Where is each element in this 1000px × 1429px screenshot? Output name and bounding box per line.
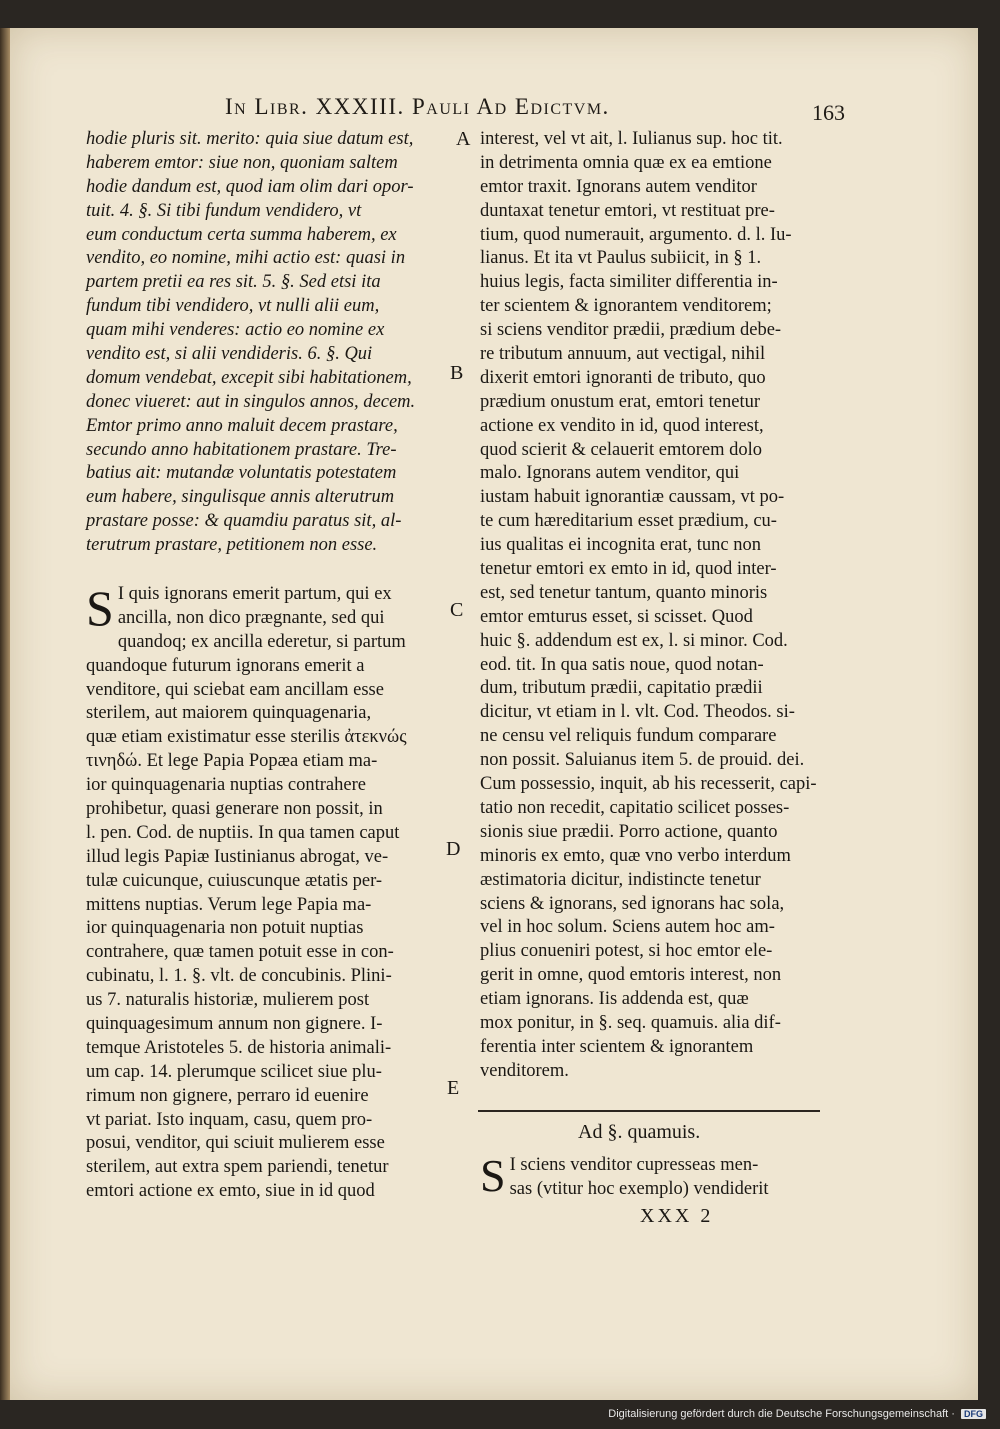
text-line: ter scientem & ignorantem venditorem; [480,296,772,317]
text-line: dicitur, vt etiam in l. vlt. Cod. Theodos. si- [480,702,795,723]
text-line: hodie pluris sit. merito: quia siue datum est, [86,129,414,149]
text-line: hodie dandum est, quod iam olim dari opor- [86,176,414,197]
text-line: tenetur emtori ex emto in id, quod inter- [480,559,777,580]
text-line: quinquagesimum annum non gignere. I- [86,1014,383,1035]
text-line: contrahere, quæ tamen potuit esse in con- [86,942,394,963]
text-line: mox ponitur, in §. seq. quamuis. alia dif- [480,1012,781,1033]
text-line: sterilem, aut maiorem quinquagenaria, [86,703,372,724]
text-line: τινηδώ. Et lege Papia Popæa etiam ma- [86,751,378,772]
text-line: eum habere, singulisque annis alterutrum [86,487,395,508]
text-line: eum conductum certa summa haberem, ex [86,224,397,245]
text-line: emtori actione ex emto, siue in id quod [86,1181,375,1202]
text-line: haberem emtor: siue non, quoniam saltem [86,152,398,173]
text-line: malo. Ignorans autem venditor, qui [480,463,740,484]
text-line: um cap. 14. plerumque scilicet siue plu- [86,1061,382,1082]
text-line: terutrum prastare, petitionem non esse. [86,535,378,556]
text-line: sterilem, aut extra spem pariendi, tenetur [86,1157,389,1178]
text-line: cubinatu, l. 1. §. vlt. de concubinis. Plini- [86,966,392,987]
section-body [480,1150,832,1201]
text-line: ne censu vel reliquis fundum comparare [480,726,777,747]
text-line: tuit. 4. §. Si tibi fundum vendidero, vt [86,200,362,221]
right-column [480,128,832,1084]
text-line: fundum tibi vendidero, vt nulli alii eum, [86,296,380,317]
text-line: donec viueret: aut in singulos annos, decem. [86,391,416,412]
text-line: emtor traxit. Ignorans autem venditor [480,176,757,197]
page-number: 163 [812,100,845,125]
text-line: tulæ cuicunque, cuiuscunque ætatis per- [86,870,383,891]
text-line: duntaxat tenetur emtori, vt restituat pre- [480,200,775,221]
section-line: sas (vtitur hoc exemplo) vendiderit [509,1178,769,1199]
text-line: vendito, eo nomine, mihi actio est: quasi in [86,248,406,269]
text-line: actione ex vendito in id, quod interest, [480,415,764,436]
text-line: dum, tributum prædii, capitatio prædii [480,678,763,699]
text-line: batius ait: mutandæ voluntatis potestatem [86,463,397,484]
text-line: vel in hoc solum. Sciens autem hoc am- [480,917,775,938]
text-line: iustam habuit ignorantiæ caussam, vt po- [480,487,785,508]
text-line: quam mihi venderes: actio eo nomine ex [86,320,385,341]
text-line: vt pariat. Isto inquam, casu, quem pro- [86,1109,373,1130]
text-line: rimum non gignere, perraro id euenire [86,1085,369,1106]
text-line: illud legis Papiæ Iustinianus abrogat, ve- [86,846,389,867]
text-line: quandoque futurum ignorans emerit a [86,655,365,676]
text-line: posui, venditor, qui sciuit mulierem esse [86,1133,385,1154]
dfg-logo: DFG [961,1409,986,1419]
text-line: re tributum annuum, aut vectigal, nihil [480,344,766,365]
left-column-bottom-lines [86,580,438,1204]
section-rule [478,1110,820,1112]
text-line: minoris ex emto, quæ vno verbo interdum [480,845,791,866]
text-line: æstimatoria dicitur, indistincte tenetur [480,869,761,890]
section-line: I sciens venditor cupressеas men- [509,1155,759,1175]
text-line: dixerit emtori ignoranti de tributo, quo [480,367,766,388]
signature-mark: XXX 2 [640,1205,714,1227]
text-line: sciens & ignorans, sed ignorans hac sola, [480,893,785,914]
text-line: quandoq; ex ancilla ederetur, si partum [117,631,406,652]
text-line: in detrimenta omnia quæ ex ea emtione [480,152,772,173]
text-line: I quis ignorans emerit partum, qui ex [117,584,392,604]
text-line: emtor emturus esset, si scisset. Quod [480,606,753,627]
text-line: ancilla, non dico prægnante, sed qui [117,607,385,628]
margin-letter-e: E [447,1077,460,1099]
text-line: te cum hæreditarium esset prædium, cu- [480,511,777,532]
footer-text: Digitalisierung gefördert durch die Deutsche Forschungsgemeinschaft · [608,1408,955,1420]
margin-letter-a: A [456,128,471,150]
text-line: prædium onustum erat, emtori tenetur [480,391,761,412]
text-line: tatio non recedit, capitatio scilicet posses- [480,797,790,818]
text-line: eod. tit. In qua satis noue, quod notan- [480,654,764,675]
text-line: plius conueniri potest, si hoc emtor ele- [480,941,773,962]
text-line: l. pen. Cod. de nuptiis. In qua tamen caput [86,822,400,843]
section-heading: Ad §. quamuis. [578,1121,701,1143]
text-line: est, sed tenetur tantum, quanto minoris [480,582,768,603]
text-line: si sciens venditor prædii, prædium debe- [480,320,782,341]
text-line: interest, vel vt ait, l. Iulianus sup. hoc tit. [480,129,783,149]
text-line: domum vendebat, excepit sibi habitationem, [86,367,412,388]
margin-letter-d: D [446,838,461,860]
funding-footer [608,1408,986,1420]
text-line: lianus. Et ita vt Paulus subiicit, in § 1. [480,248,762,269]
text-line: ior quinquagenaria non potuit nuptias [86,918,364,939]
margin-letter-c: C [450,599,464,621]
text-line: Emtor primo anno maluit decem prastare, [86,415,398,436]
text-line: venditorem. [480,1060,569,1081]
text-line: quod scierit & celauerit emtorem dolo [480,439,763,460]
running-title: In Libr. XXXIII. Pauli Ad Edictvm. [225,94,610,119]
text-line: huius legis, facta similiter differentia in- [480,272,778,293]
text-line: mittens nuptias. Verum lege Papia ma- [86,894,372,915]
text-line: temque Aristoteles 5. de historia animali- [86,1037,392,1058]
left-column-top [86,128,438,558]
text-line: quæ etiam existimatur esse sterilis ἀτεκνώς [86,727,407,748]
running-header [225,80,845,125]
text-line: tium, quod numerauit, argumento. d. l. Iu- [480,224,792,245]
text-line: gerit in omne, quod emtoris interest, non [480,965,782,986]
section-drop-cap: S [480,1150,506,1201]
text-line: ius qualitas ei incognita erat, tunc non [480,535,762,556]
text-line: vendito est, si alii vendideris. 6. §. Qui [86,344,373,365]
text-line: non possit. Saluianus item 5. de prouid. dei. [480,750,805,771]
text-line: ferentia inter scientem & ignorantem [480,1036,754,1057]
margin-letter-b: B [450,362,464,384]
text-line: sionis siue prædii. Porro actione, quanto [480,821,778,842]
text-line: venditore, qui sciebat eam ancillam esse [86,679,384,700]
text-line: huic §. addendum est ex, l. si minor. Cod. [480,630,788,651]
text-line: Cum possessio, inquit, ab his recesserit, capi- [480,774,817,795]
text-line: prohibetur, quasi generare non possit, in [86,799,383,820]
left-column-bottom [86,580,438,1204]
text-line: ior quinquagenaria nuptias contrahere [86,775,366,796]
text-line: secundo anno habitationem prastare. Tre- [86,439,397,460]
text-line: prastare posse: & quamdiu paratus sit, al- [86,511,402,532]
text-line: etiam ignorans. Iis addenda est, quæ [480,989,749,1010]
text-line: partem pretii ea res sit. 5. §. Sed etsi ita [86,272,381,293]
drop-cap: S [86,580,114,636]
text-line: us 7. naturalis historiæ, mulierem post [86,990,370,1011]
